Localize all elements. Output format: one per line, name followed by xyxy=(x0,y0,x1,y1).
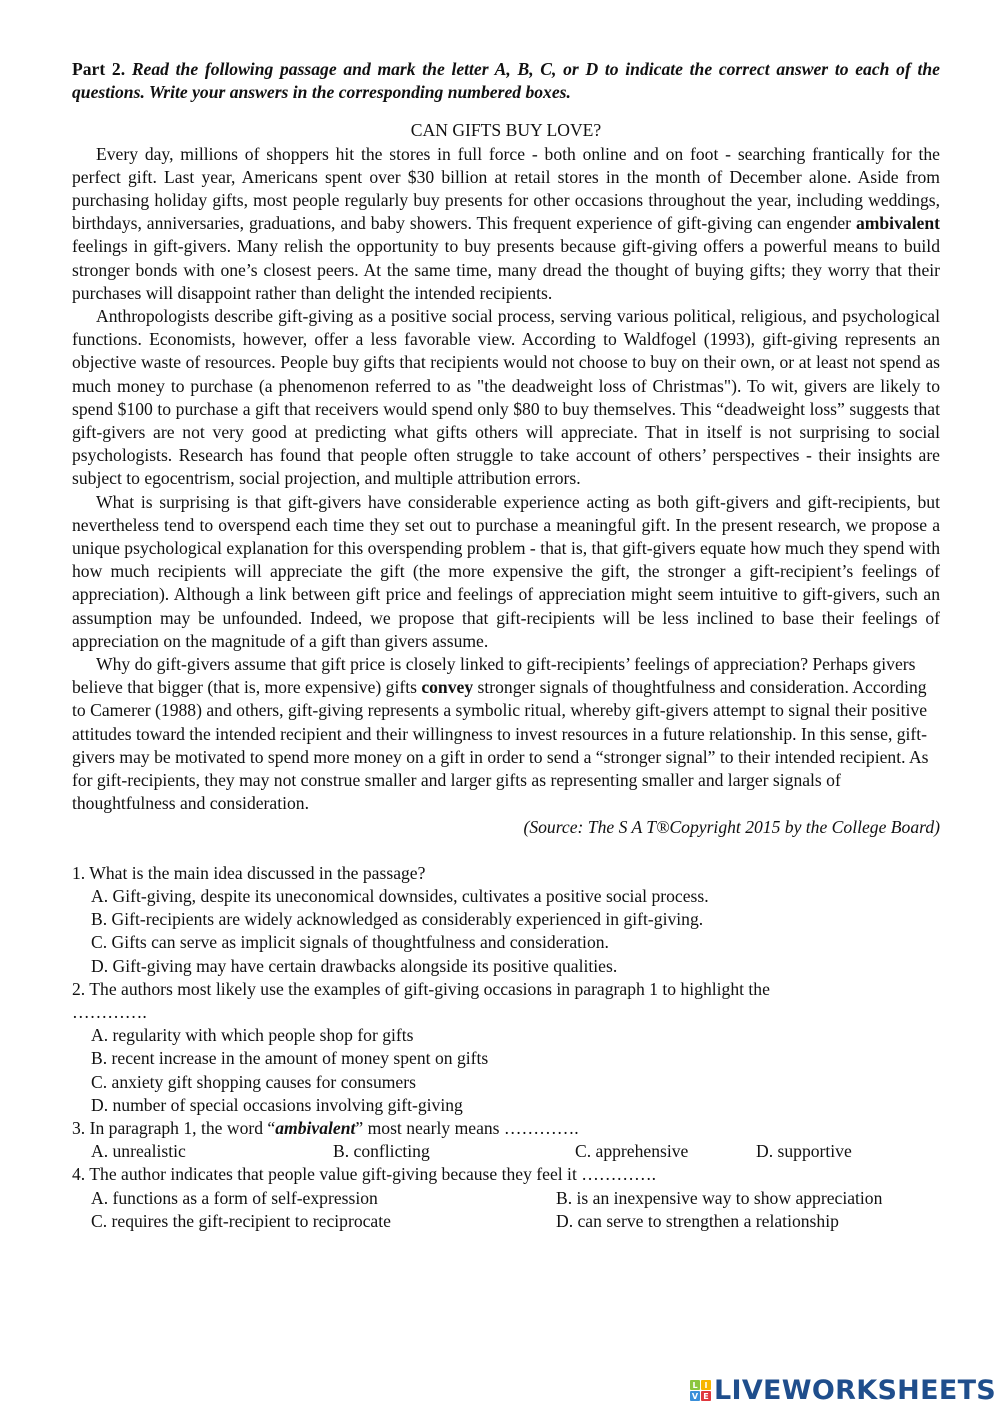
liveworksheets-logo[interactable] xyxy=(690,1375,996,1406)
question-3-stem: 3. In paragraph 1, the word “ambivalent” most nearly means …………. xyxy=(72,1117,579,1138)
worksheet-page xyxy=(72,58,940,1233)
passage-paragraph-4: Why do gift-givers assume that gift price is closely linked to gift-recipients’ feelings of appreciation? Perhaps givers believe that bigger (that is, more expensive) gifts convey stronger signals of thoughtfulness and consideration. According to Camerer (1988) and others, gift-giving represents a symbolic ritual, whereby gift-givers attempt to signal their positive attitudes toward the intended recipient and their willingness to invest resources in a future relationship. In this sense, gift-givers may be motivated to spend more money on a gift in order to send a “stronger signal” to their intended recipient. As for gift-recipients, they may not construe smaller and larger gifts as representing smaller and larger signals of thoughtfulness and consideration. xyxy=(72,654,929,814)
question-1-option-c[interactable]: C. Gifts can serve as implicit signals of thoughtfulness and consideration. xyxy=(91,932,609,953)
question-1-option-b[interactable]: B. Gift-recipients are widely acknowledged as considerably experienced in gift-giving. xyxy=(91,909,704,930)
question-3-option-d[interactable]: D. supportive xyxy=(756,1141,852,1162)
question-1-stem: 1. What is the main idea discussed in the passage? xyxy=(72,862,426,883)
logo-tile-i: I xyxy=(701,1380,711,1390)
passage-paragraph-2: Anthropologists describe gift-giving as a positive social process, serving various political, religious, and psychological functions. Economists, however, offer a less favorable view. According to Waldfogel (1993), gift-giving represents an objective waste of resources. People buy gifts that recipients would not choose to buy on their own, or at least not spend as much money to purchase (a phenomenon referred to as "the deadweight loss of Christmas"). To wit, givers are likely to spend $100 to purchase a gift that receivers would spend only $80 to buy themselves. This “deadweight loss” suggests that gift-givers are not very good at predicting what gifts others will appreciate. That in itself is not surprising to social psychologists. Research has found that people often struggle to take account of others’ perspectives - their insights are subject to egocentrism, social projection, and multiple attribution errors. xyxy=(72,306,940,489)
question-2-stem: 2. The authors most likely use the examples of gift-giving occasions in paragraph 1 to highlight the xyxy=(72,978,770,999)
question-3-option-c[interactable]: C. apprehensive xyxy=(575,1141,689,1162)
question-3-option-a[interactable]: A. unrealistic xyxy=(91,1141,186,1162)
instructions-text: Read the following passage and mark the letter A, B, C, or D to indicate the correct answer to each of the questions. Write your answers in the corresponding numbered boxes. xyxy=(72,59,940,103)
question-4-option-c[interactable]: C. requires the gift-recipient to reciprocate xyxy=(91,1210,391,1231)
question-4-option-b[interactable]: B. is an inexpensive way to show appreciation xyxy=(556,1187,883,1208)
logo-tile-l: L xyxy=(690,1380,700,1390)
instructions xyxy=(72,58,940,104)
keyword-ambivalent: ambivalent xyxy=(855,213,940,234)
question-3-option-b[interactable]: B. conflicting xyxy=(333,1141,430,1162)
part-label: Part 2. xyxy=(72,59,126,79)
question-4-options-row-2 xyxy=(91,1210,940,1233)
questions-section xyxy=(72,862,940,1233)
question-4-option-d[interactable]: D. can serve to strengthen a relationship xyxy=(556,1210,839,1231)
question-2-option-d[interactable]: D. number of special occasions involving gift-giving xyxy=(91,1094,463,1115)
question-3-options xyxy=(91,1140,940,1163)
question-1-option-a[interactable]: A. Gift-giving, despite its uneconomical downsides, cultivates a positive social process. xyxy=(91,885,709,906)
question-4-stem: 4. The author indicates that people value gift-giving because they feel it …………. xyxy=(72,1164,657,1185)
logo-tile-e: E xyxy=(701,1391,711,1401)
question-2-blank: …………. xyxy=(72,1001,147,1022)
question-4-options-row-1 xyxy=(91,1187,940,1210)
passage-paragraph-1: Every day, millions of shoppers hit the stores in full force - both online and on foot - searching frantically for the perfect gift. Last year, Americans spent over $30 billion at retail stores in the month of December alone. Aside from purchasing holiday gifts, most people regularly buy presents for other occasions throughout the year, including weddings, birthdays, anniversaries, graduations, and baby showers. This frequent experience of gift-giving can engender ambivalent feelings in gift-givers. Many relish the opportunity to buy presents because gift-giving offers a powerful means to build stronger bonds with one’s closest peers. At the same time, many dread the thought of buying gifts; they worry that their purchases will disappoint rather than delight the intended recipients. xyxy=(72,143,940,303)
question-4-option-a[interactable]: A. functions as a form of self-expression xyxy=(91,1187,378,1208)
keyword-convey: convey xyxy=(421,677,474,698)
logo-text: LIVEWORKSHEETS xyxy=(714,1375,997,1406)
logo-tile-v: V xyxy=(691,1391,699,1401)
passage-title: CAN GIFTS BUY LOVE? xyxy=(410,120,602,141)
source-citation: (Source: The S A T®Copyright 2015 by the College Board) xyxy=(523,816,940,837)
question-3-keyword: ambivalent xyxy=(275,1117,356,1138)
passage-paragraph-3: What is surprising is that gift-givers have considerable experience acting as both gift-givers and gift-recipients, but nevertheless tend to overspend each time they set out to purchase a meaningful gift. In the present research, we propose a unique psychological explanation for this overspending problem - that is, that gift-givers equate how much they spend with how much recipients will appreciate the gift (the more expensive the gift, the stronger a gift-recipient’s feelings of appreciation). Although a link between gift price and feelings of appreciation might seem intuitive to gift-givers, such an assumption may be unfounded. Indeed, we propose that gift-recipients will be less inclined to base their feelings of appreciation on the magnitude of a gift than givers assume. xyxy=(72,491,940,651)
logo-live-tiles-icon xyxy=(690,1380,711,1401)
question-2-option-b[interactable]: B. recent increase in the amount of money spent on gifts xyxy=(91,1048,489,1069)
question-2-option-a[interactable]: A. regularity with which people shop for gifts xyxy=(91,1025,414,1046)
question-1-option-d[interactable]: D. Gift-giving may have certain drawbacks alongside its positive qualities. xyxy=(91,955,618,976)
question-2-option-c[interactable]: C. anxiety gift shopping causes for consumers xyxy=(91,1071,416,1092)
